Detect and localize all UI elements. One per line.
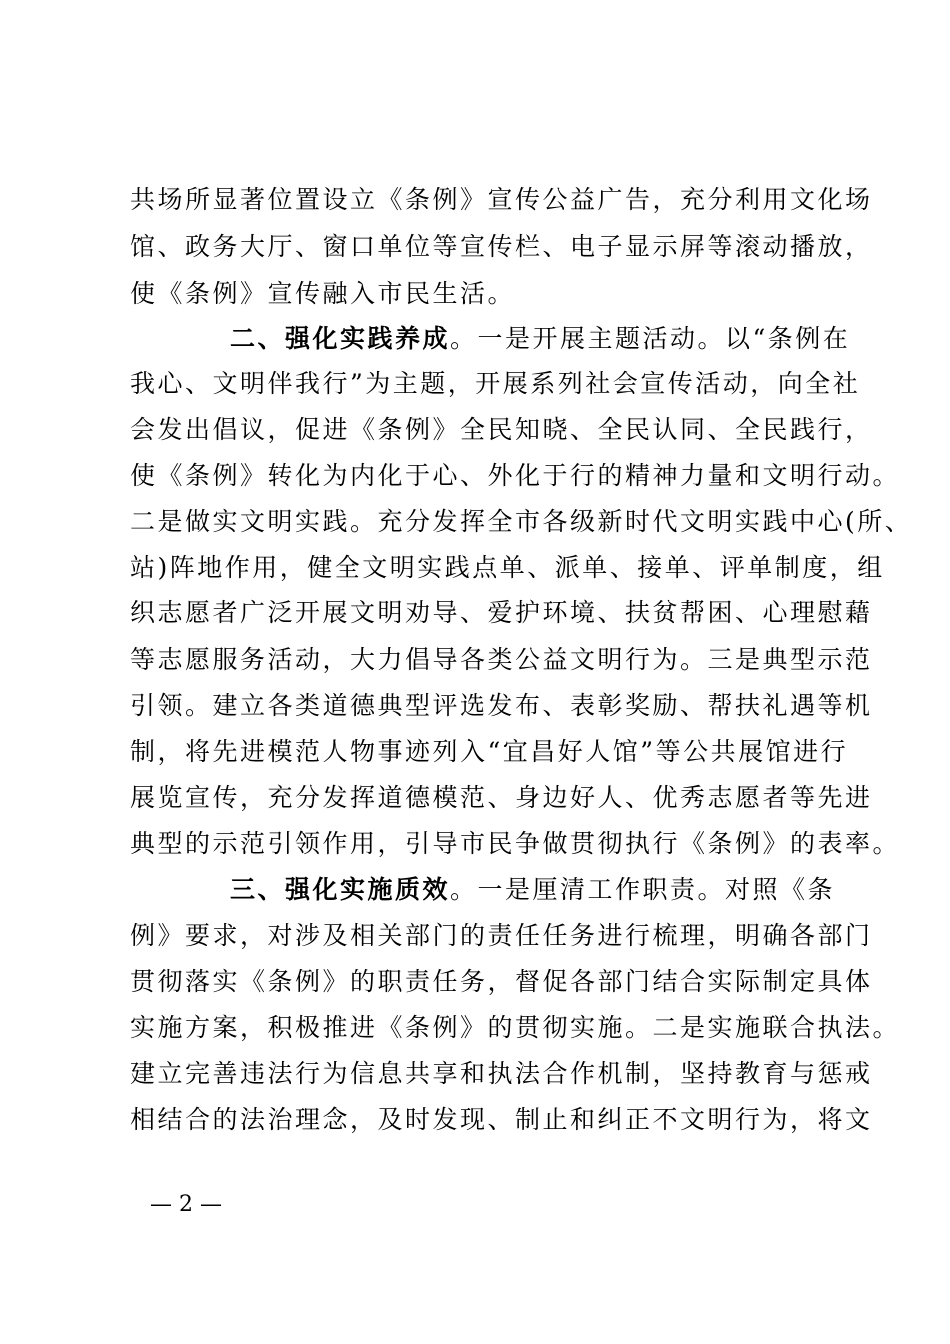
p1-line-2: 馆、政务大厅、窗口单位等宣传栏、电子显示屏等滚动播放， <box>130 232 873 261</box>
p2-line-4: 二是做实文明实践。充分发挥全市各级新时代文明实践中心(所、 <box>130 507 913 536</box>
p3-first-line-rest: 。一是厘清工作职责。对照《条 <box>450 875 836 904</box>
p3-heading: 三、强化实施质效 <box>230 875 451 904</box>
p3-line-5: 相结合的法治理念，及时发现、制止和纠正不文明行为，将文 <box>130 1105 873 1134</box>
p2-line-10: 展览宣传，充分发挥道德模范、身边好人、优秀志愿者等先进 <box>130 783 873 812</box>
p3-line-1: 例》要求，对涉及相关部门的责任任务进行梳理，明确各部门 <box>130 921 873 950</box>
p2-line-9: 制，将先进模范人物事迹列入“宜昌好人馆”等公共展馆进行 <box>130 737 849 766</box>
p2-line-2: 会发出倡议，促进《条例》全民知晓、全民认同、全民践行， <box>130 415 873 444</box>
p1-line-1: 共场所显著位置设立《条例》宣传公益广告，充分利用文化场 <box>130 185 873 214</box>
p2-line-1: 我心、文明伴我行”为主题，开展系列社会宣传活动，向全社 <box>130 369 861 398</box>
p1-line-3: 使《条例》宣传融入市民生活。 <box>130 279 516 308</box>
p2-first-line-rest: 。一是开展主题活动。以“条例在 <box>450 324 851 353</box>
p2-line-5: 站)阵地作用，健全文明实践点单、派单、接单、评单制度，组 <box>130 553 885 582</box>
page-number: — 2 — <box>150 1192 222 1217</box>
p3-line-2: 贯彻落实《条例》的职责任务，督促各部门结合实际制定具体 <box>130 967 873 996</box>
p2-line-7: 等志愿服务活动，大力倡导各类公益文明行为。三是典型示范 <box>130 645 873 674</box>
p3-line-3: 实施方案，积极推进《条例》的贯彻实施。二是实施联合执法。 <box>130 1013 901 1042</box>
p2-line-3: 使《条例》转化为内化于心、外化于行的精神力量和文明行动。 <box>130 461 901 490</box>
p2-first-line <box>230 319 850 359</box>
p2-line-11: 典型的示范引领作用，引导市民争做贯彻执行《条例》的表率。 <box>130 829 901 858</box>
p3-first-line <box>230 870 850 910</box>
p2-heading: 二、强化实践养成 <box>230 324 451 353</box>
p2-line-8: 引领。建立各类道德典型评选发布、表彰奖励、帮扶礼遇等机 <box>130 691 873 720</box>
p2-line-6: 织志愿者广泛开展文明劝导、爱护环境、扶贫帮困、心理慰藉 <box>130 598 873 627</box>
p3-line-4: 建立完善违法行为信息共享和执法合作机制，坚持教育与惩戒 <box>130 1059 873 1088</box>
